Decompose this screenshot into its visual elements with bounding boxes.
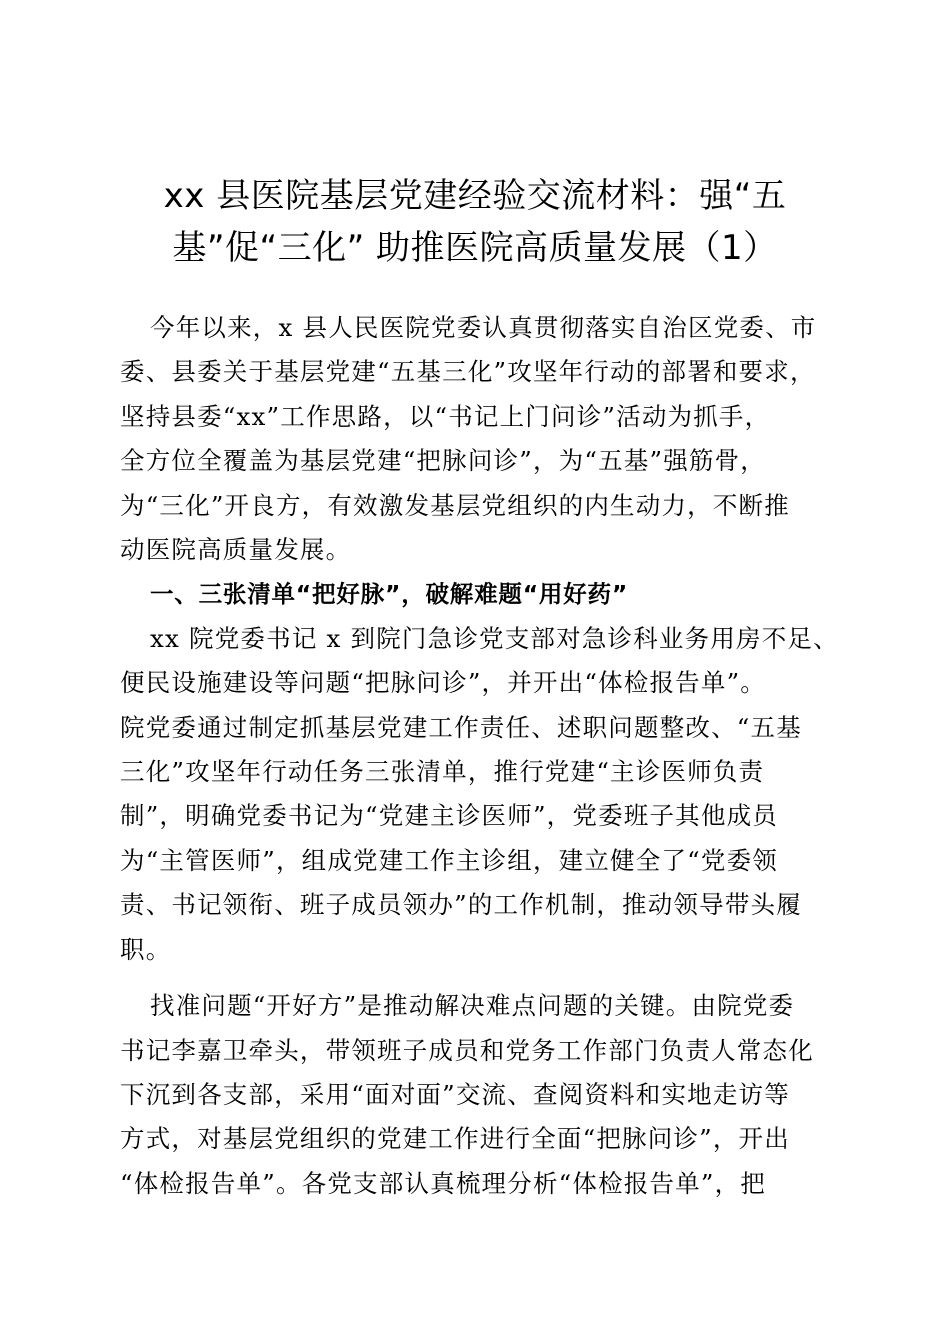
section-heading: 一、三张清单“把好脉”，破解难题“用好药” bbox=[150, 580, 629, 609]
document-body bbox=[120, 306, 840, 1206]
text-line: 下沉到各支部，采用“面对面”交流、查阅资料和实地走访等 bbox=[120, 1079, 790, 1109]
document-title bbox=[120, 170, 830, 274]
paragraph-section1 bbox=[120, 617, 840, 972]
text-line: 书记李嘉卫牵头，带领班子成员和党务工作部门负责人常态化 bbox=[120, 1035, 814, 1065]
text-line: 今年以来，x 县人民医院党委认真贯彻落实自治区党委、市 bbox=[150, 313, 817, 342]
text-line: 院党委通过制定抓基层党建工作责任、述职问题整改、“五基 bbox=[120, 712, 802, 742]
text-line: 制”，明确党委书记为“党建主诊医师”，党委班子其他成员 bbox=[120, 801, 778, 831]
title-line: xx 县医院基层党建经验交流材料：强“五 bbox=[163, 176, 787, 216]
text-line: 委、县委关于基层党建“五基三化”攻坚年行动的部署和要求， bbox=[120, 357, 816, 387]
paragraph-intro bbox=[120, 306, 840, 572]
title-line: 基”促“三化” 助推医院高质量发展（1） bbox=[172, 228, 778, 268]
text-line: 方式，对基层党组织的党建工作进行全面“把脉问诊”，开出 bbox=[120, 1124, 790, 1154]
text-line: 动医院高质量发展。 bbox=[120, 535, 352, 565]
text-line: 为“主管医师”，组成党建工作主诊组，建立健全了“党委领 bbox=[120, 845, 778, 875]
text-line: “体检报告单”。各党支部认真梳理分析“体检报告单”，把 bbox=[120, 1168, 766, 1198]
paragraph-gap bbox=[120, 972, 840, 984]
text-line: 便民设施建设等问题“把脉问诊”，并开出“体检报告单”。 bbox=[120, 668, 766, 698]
text-line: 三化”攻坚年行动任务三张清单，推行党建“主诊医师负责 bbox=[120, 757, 765, 787]
text-line: 找准问题“开好方”是推动解决难点问题的关键。由院党委 bbox=[150, 991, 795, 1021]
paragraph-section1-continued bbox=[120, 984, 840, 1206]
text-line: 职。 bbox=[120, 934, 172, 964]
text-line: 责、书记领衔、班子成员领办”的工作机制，推动领导带头履 bbox=[120, 890, 802, 920]
text-line: xx 院党委书记 x 到院门急诊党支部对急诊科业务用房不足、 bbox=[150, 623, 839, 653]
text-line: 坚持县委“xx”工作思路，以“书记上门问诊”活动为抓手， bbox=[120, 401, 771, 431]
text-line: 为“三化”开良方，有效激发基层党组织的内生动力，不断推 bbox=[120, 490, 790, 520]
text-line: 全方位全覆盖为基层党建“把脉问诊”，为“五基”强筋骨， bbox=[120, 446, 766, 476]
